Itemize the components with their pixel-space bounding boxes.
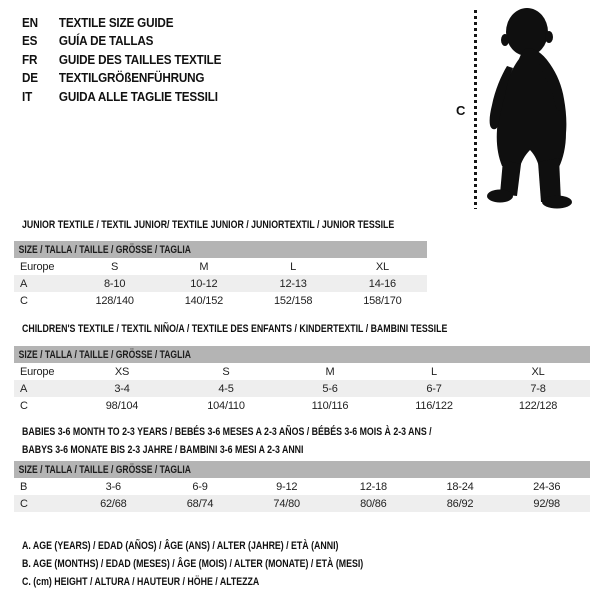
table-cell: 3-6: [105, 480, 121, 493]
lang-code: ES: [22, 33, 38, 49]
lang-code: FR: [22, 51, 38, 67]
table-cell: XL: [531, 365, 545, 378]
lang-code: DE: [22, 70, 38, 86]
toddler-silhouette-image: [481, 6, 575, 210]
table-cell: 80/86: [360, 497, 387, 510]
size-table-header-label: SIZE / TALLA / TAILLE / GRÖSSE / TAGLIA: [18, 463, 191, 476]
lang-title: TEXTILE SIZE GUIDE: [58, 14, 174, 30]
table-cell: 4-5: [218, 382, 234, 395]
table-row: [14, 397, 590, 414]
table-row: [14, 275, 427, 292]
table-cell: 116/122: [415, 399, 453, 412]
lang-title: GUIDA ALLE TAGLIE TESSILI: [58, 88, 218, 104]
section-title-children: [22, 320, 447, 338]
lang-row-es: [22, 32, 221, 51]
table-cell: 12-13: [279, 277, 307, 290]
table-cell: S: [222, 365, 230, 378]
lang-title: GUIDE DES TAILLES TEXTILE: [58, 51, 222, 67]
table-cell: 18-24: [446, 480, 474, 493]
section-title-line: BABYS 3-6 MONATE BIS 2-3 JAHRE / BAMBINI 3-6 MESI A 2-3 ANNI: [22, 444, 304, 456]
row-label: B: [20, 480, 28, 493]
section-title-junior: [22, 216, 394, 234]
table-cell: L: [431, 365, 437, 378]
table-cell: XL: [375, 260, 389, 273]
table-cell: S: [111, 260, 119, 273]
row-label: C: [20, 294, 28, 307]
table-row: [14, 478, 590, 495]
section-title-line: BABIES 3-6 MONTH TO 2-3 YEARS / BEBÉS 3-6 MESES A 2-3 AÑOS / BÉBÉS 3-6 MOIS À 2-3 ANS /: [22, 426, 432, 438]
table-cell: XS: [114, 365, 130, 378]
table-cell: 6-7: [426, 382, 442, 395]
lang-row-it: [22, 87, 221, 106]
lang-title: TEXTILGRÖßENFÜHRUNG: [58, 70, 205, 86]
row-label: C: [20, 497, 28, 510]
table-cell: 74/80: [273, 497, 300, 510]
size-table-children: [14, 346, 590, 414]
height-measure-dashed-line: [474, 10, 477, 209]
lang-row-de: [22, 69, 221, 88]
table-row: [14, 495, 590, 512]
language-header: [22, 13, 243, 106]
lang-code: EN: [22, 14, 38, 30]
table-cell: 110/116: [311, 399, 349, 412]
table-cell: 140/152: [184, 294, 224, 307]
table-cell: 158/170: [363, 294, 402, 307]
legend: [22, 537, 449, 591]
row-label: Europe: [20, 365, 55, 378]
row-label: C: [20, 399, 28, 412]
height-measure-label: C: [456, 103, 466, 118]
lang-code: IT: [22, 88, 33, 104]
row-label: A: [20, 277, 28, 290]
table-cell: 86/92: [446, 497, 474, 510]
legend-line-a: A. AGE (YEARS) / EDAD (AÑOS) / ÂGE (ANS) / ALTER (JAHRE) / ETÀ (ANNI): [22, 540, 339, 552]
size-table-header-bar: [14, 241, 427, 258]
table-cell: 3-4: [114, 382, 130, 395]
table-row: [14, 292, 427, 309]
row-label: A: [20, 382, 28, 395]
size-table-header-label: SIZE / TALLA / TAILLE / GRÖSSE / TAGLIA: [18, 348, 191, 361]
row-label: Europe: [20, 260, 55, 273]
table-cell: L: [290, 260, 297, 273]
section-title-babies: [22, 423, 432, 459]
table-cell: 24-36: [533, 480, 561, 493]
table-cell: 7-8: [530, 382, 546, 395]
table-cell: 6-9: [192, 480, 208, 493]
table-cell: 122/128: [518, 399, 558, 412]
table-row: [14, 380, 590, 397]
table-cell: 68/74: [186, 497, 214, 510]
size-table-header-bar: [14, 461, 590, 478]
table-cell: 62/68: [100, 497, 127, 510]
table-cell: 12-18: [359, 480, 387, 493]
table-cell: 98/104: [105, 399, 139, 412]
table-cell: 9-12: [276, 480, 298, 493]
legend-line-c: C. (cm) HEIGHT / ALTURA / HAUTEUR / HÖHE / ALTEZZA: [22, 576, 260, 588]
table-cell: 10-12: [190, 277, 218, 290]
table-cell: 104/110: [207, 399, 245, 412]
size-table-header-bar: [14, 346, 590, 363]
table-cell: 152/158: [273, 294, 313, 307]
size-table-header-label: SIZE / TALLA / TAILLE / GRÖSSE / TAGLIA: [18, 243, 191, 256]
section-title-line: JUNIOR TEXTILE / TEXTIL JUNIOR/ TEXTILE JUNIOR / JUNIORTEXTIL / JUNIOR TESSILE: [22, 219, 395, 231]
table-cell: 92/98: [533, 497, 560, 510]
table-cell: M: [325, 365, 335, 378]
lang-row-en: [22, 13, 221, 32]
section-title-line: CHILDREN'S TEXTILE / TEXTIL NIÑO/A / TEXTILE DES ENFANTS / KINDERTEXTIL / BAMBINI TESSILE: [22, 323, 448, 335]
lang-title: GUÍA DE TALLAS: [58, 33, 154, 49]
table-row: [14, 363, 590, 380]
table-row: [14, 258, 427, 275]
size-table-junior: [14, 241, 427, 309]
table-cell: M: [199, 260, 209, 273]
table-cell: 128/140: [95, 294, 134, 307]
table-cell: 5-6: [322, 382, 338, 395]
legend-line-b: B. AGE (MONTHS) / EDAD (MESES) / ÂGE (MOIS) / ALTER (MONATE) / ETÀ (MESI): [22, 558, 364, 570]
size-table-babies: [14, 461, 590, 512]
table-cell: 8-10: [104, 277, 126, 290]
table-cell: 14-16: [368, 277, 396, 290]
lang-row-fr: [22, 50, 221, 69]
